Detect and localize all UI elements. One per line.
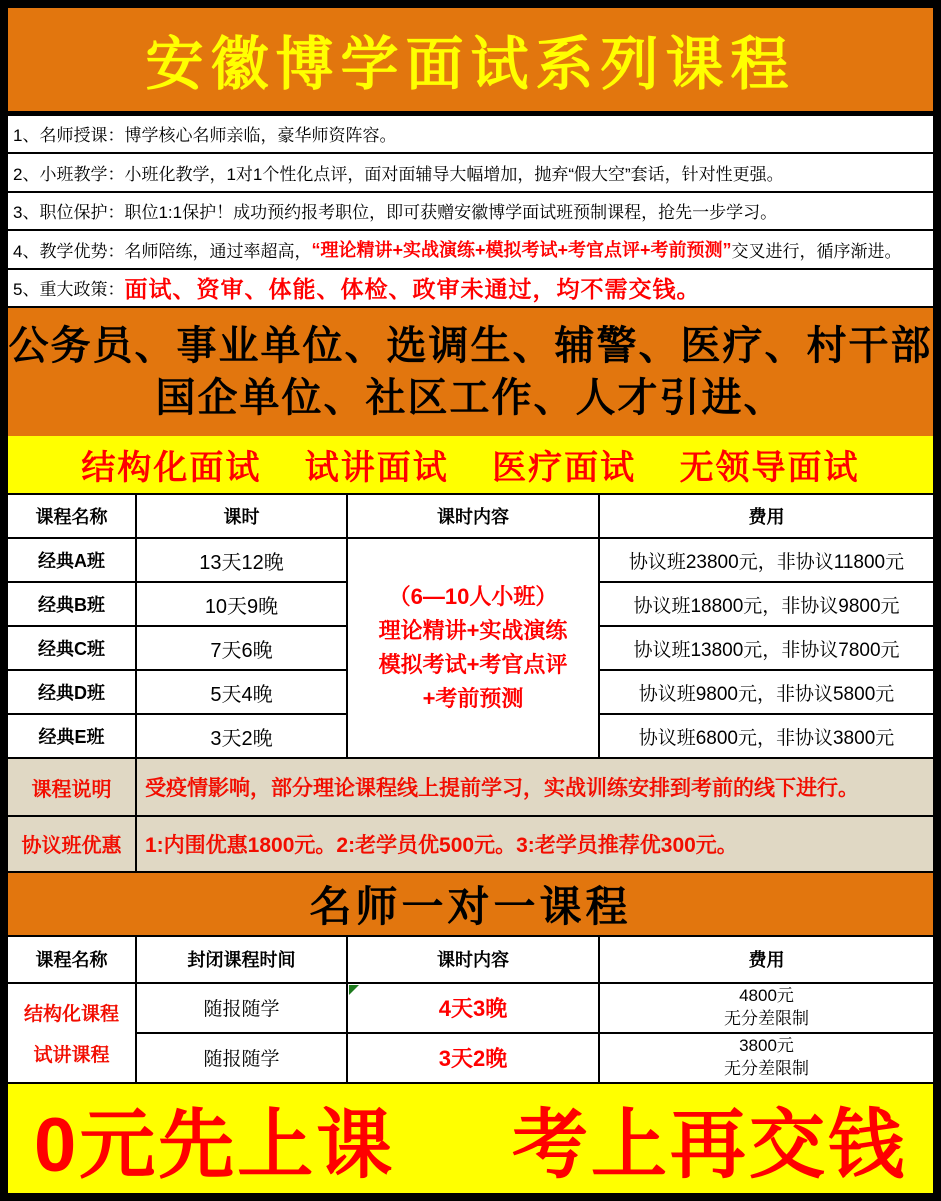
page-title: 安徽博学面试系列课程: [145, 30, 796, 99]
feature-row-4: [8, 231, 933, 269]
course-schedule: 随报随学: [137, 984, 348, 1034]
content-line: 模拟考试+考官点评: [378, 652, 568, 678]
content-line: +考前预测: [422, 686, 524, 712]
course-name: 经典D班: [8, 671, 137, 715]
feature-highlight: “理论精讲+实战演练+模拟考试+考官点评+考前预测”: [311, 240, 732, 261]
course-duration: 3天2晚: [348, 1034, 600, 1084]
note-label: 课程说明: [8, 759, 137, 814]
feature-row-3: [8, 193, 933, 231]
interview-type-structured: 结构化面试: [81, 449, 262, 488]
note-text: 1:内围优惠1800元。2:老学员优500元。3:老学员推荐优300元。: [137, 817, 933, 871]
course-fee: 协议班9800元，非协议5800元: [600, 671, 933, 715]
feature-text-suffix: 交叉进行，循序渐进。: [731, 241, 902, 261]
interview-type-leaderless: 无领导面试: [679, 449, 860, 488]
course-name: 经典C班: [8, 627, 137, 671]
course-fee: 协议班13800元，非协议7800元: [600, 627, 933, 671]
column-header-course-name: 课程名称: [8, 937, 137, 984]
fee-condition: 无分差限制: [724, 1058, 809, 1078]
course-schedule: 随报随学: [137, 1034, 348, 1084]
one-on-one-banner: 名师一对一课程: [8, 873, 933, 937]
fee-amount: 3800元: [739, 1036, 794, 1056]
feature-text: 5、重大政策：: [13, 280, 125, 300]
footer-slogan-right: 考上再交钱: [512, 1102, 907, 1188]
fee-condition: 无分差限制: [724, 1008, 809, 1028]
content-line: （6—10人小班）: [388, 584, 558, 610]
course-note-row: [8, 759, 933, 816]
course-name-lecture: 试讲课程: [33, 1045, 110, 1067]
course-duration: [348, 984, 600, 1034]
course-fee: [600, 984, 933, 1034]
interview-type-medical: 医疗面试: [492, 449, 637, 488]
course-fee: [600, 1034, 933, 1084]
note-text: 受疫情影响，部分理论课程线上提前学习，实战训练安排到考前的线下进行。: [137, 759, 933, 814]
duration-text: 4天3晚: [438, 996, 508, 1022]
course-name: 经典B班: [8, 583, 137, 627]
interview-type-lecture: 试讲面试: [304, 449, 449, 488]
audience-line-1: 公务员、事业单位、选调生、辅警、医疗、村干部: [8, 324, 933, 369]
feature-row-1: [8, 116, 933, 154]
feature-highlight: 面试、资审、体能、体检、政审未通过，均不需交钱。: [124, 276, 701, 304]
fee-amount: 4800元: [739, 986, 794, 1006]
feature-text: 3、职位保护：职位1:1保护！成功预约报考职位，即可获赠安徽博学面试班预制课程，抢先一步学习。: [13, 203, 778, 223]
course-duration: 10天9晚: [137, 583, 348, 627]
column-header-content: 课时内容: [348, 495, 600, 539]
course-duration: 7天6晚: [137, 627, 348, 671]
course-name-structured: 结构化课程: [23, 1003, 119, 1025]
footer-banner: [8, 1084, 933, 1193]
footer-slogan-left: 0元先上课: [34, 1102, 396, 1188]
course-name: 经典E班: [8, 715, 137, 759]
column-header-course-name: 课程名称: [8, 495, 137, 539]
course-duration: 5天4晚: [137, 671, 348, 715]
course-duration: 3天2晚: [137, 715, 348, 759]
feature-text: 1、名师授课：博学核心名师亲临，豪华师资阵容。: [13, 126, 397, 146]
column-header-fee: 费用: [600, 937, 933, 984]
feature-row-5: [8, 270, 933, 308]
content-line: 理论精讲+实战演练: [378, 618, 568, 644]
column-header-hours: 课时: [137, 495, 348, 539]
column-header-schedule: 封闭课程时间: [137, 937, 348, 984]
interview-types-banner: [8, 436, 933, 495]
course-fee: 协议班6800元，非协议3800元: [600, 715, 933, 759]
note-label: 协议班优惠: [8, 817, 137, 871]
course-content-merged-cell: [348, 539, 600, 759]
poster-inner: [8, 8, 933, 1193]
feature-text: 4、教学优势：名师陪练，通过率超高，: [13, 241, 312, 261]
one-on-one-table: [8, 937, 933, 1084]
discount-note-row: [8, 817, 933, 873]
course-fee: 协议班23800元，非协议11800元: [600, 539, 933, 583]
column-header-content: 课时内容: [348, 937, 600, 984]
course-duration: 13天12晚: [137, 539, 348, 583]
column-header-fee: 费用: [600, 495, 933, 539]
audience-line-2: 国企单位、社区工作、人才引进、: [155, 376, 786, 421]
course-name: 经典A班: [8, 539, 137, 583]
cell-error-marker-icon: [349, 985, 359, 995]
feature-text: 2、小班教学：小班化教学，1对1个性化点评，面对面辅导大幅增加，抛弃“假大空”套话，针对性更强。: [13, 164, 784, 184]
course-fee: 协议班18800元，非协议9800元: [600, 583, 933, 627]
course-table: [8, 495, 933, 759]
one-on-one-course-names: [8, 984, 137, 1084]
title-banner: [8, 8, 933, 116]
audience-banner: [8, 308, 933, 436]
feature-row-2: [8, 154, 933, 192]
